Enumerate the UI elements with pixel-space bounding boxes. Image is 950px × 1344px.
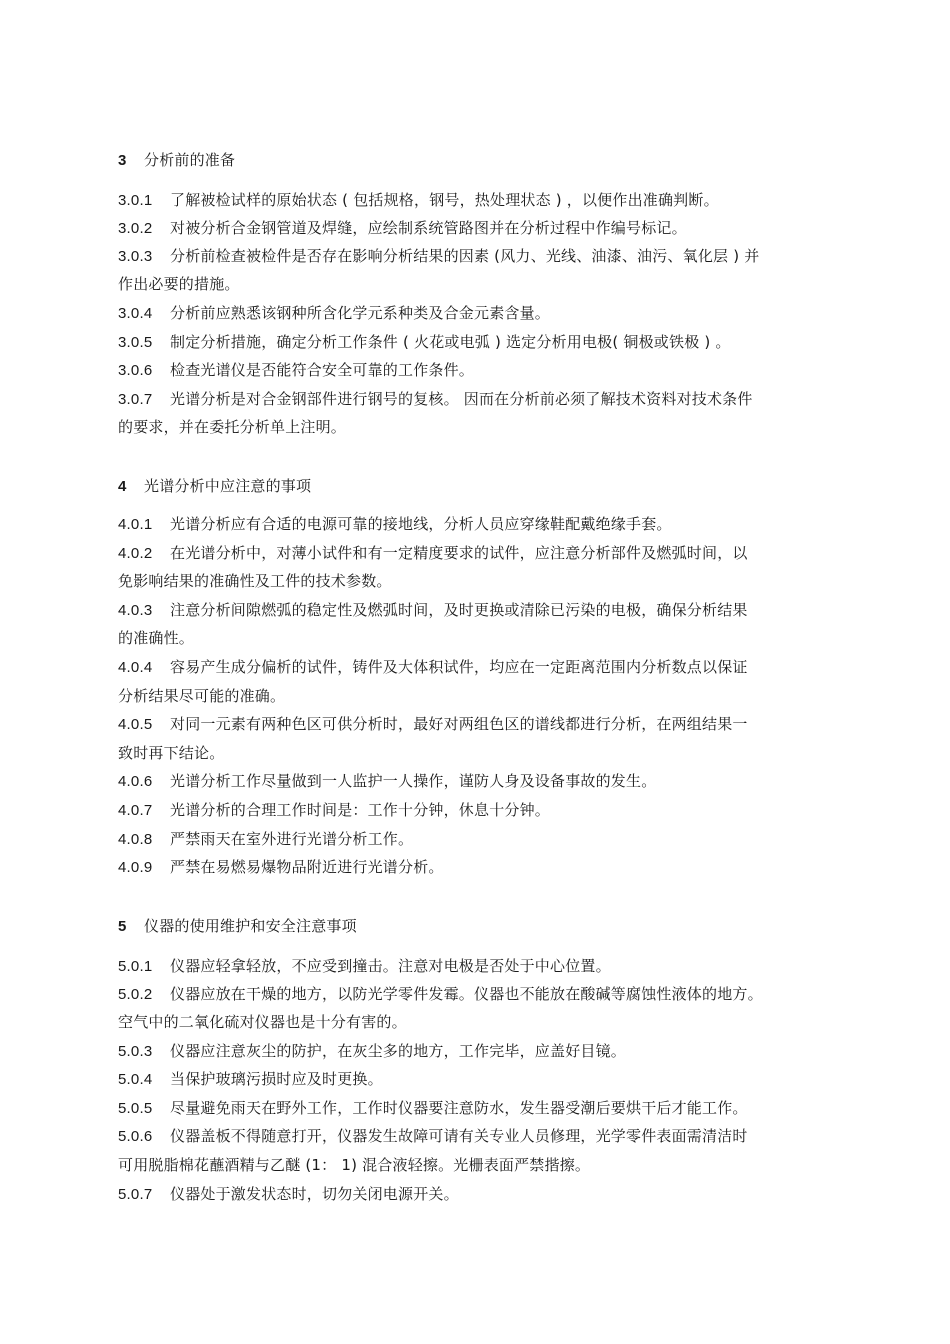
clause-number: 3.0.2 xyxy=(118,220,153,237)
clause-4-0-7 xyxy=(118,800,550,821)
clause-number: 5.0.4 xyxy=(118,1071,153,1088)
clause-3-0-7 xyxy=(118,389,753,410)
clause-text: 了解被检试样的原始状态 ( 包括规格，钢号，热处理状态 ) ，以便作出准确判断。 xyxy=(170,191,719,209)
clause-number: 4.0.6 xyxy=(118,773,153,790)
clause-number: 3.0.1 xyxy=(118,192,153,209)
section-number: 5 xyxy=(118,918,127,935)
clause-text: 制定分析措施，确定分析工作条件 ( 火花或电弧 ) 选定分析用电极( 铜极或铁极 ) 。 xyxy=(170,333,731,351)
section-title: 光谱分析中应注意的事项 xyxy=(144,477,312,495)
clause-text: 严禁在易燃易爆物品附近进行光谱分析。 xyxy=(170,858,444,876)
clause-5-0-1 xyxy=(118,956,611,977)
clause-text: 严禁雨天在室外进行光谱分析工作。 xyxy=(170,830,414,848)
clause-4-0-4 xyxy=(118,657,748,678)
clause-number: 4.0.1 xyxy=(118,516,153,533)
clause-text: 仪器应放在干燥的地方，以防光学零件发霉。仪器也不能放在酸碱等腐蚀性液体的地方。 xyxy=(170,985,763,1003)
clause-text: 光谱分析的合理工作时间是：工作十分钟，休息十分钟。 xyxy=(170,801,551,819)
clause-text: 光谱分析应有合适的电源可靠的接地线，分析人员应穿缘鞋配戴绝缘手套。 xyxy=(170,515,672,533)
clause-text: 容易产生成分偏析的试件，铸件及大体积试件，均应在一定距离范围内分析数点以保证 xyxy=(170,658,748,676)
clause-3-0-3 xyxy=(118,246,759,267)
clause-number: 5.0.2 xyxy=(118,986,153,1003)
clause-number: 4.0.2 xyxy=(118,545,153,562)
clause-number: 3.0.6 xyxy=(118,362,153,379)
clause-4-0-3-cont xyxy=(118,628,194,648)
clause-number: 4.0.4 xyxy=(118,659,153,676)
clause-text: 仪器应轻拿轻放，不应受到撞击。注意对电极是否处于中心位置。 xyxy=(170,957,611,975)
clause-text: 在光谱分析中，对薄小试件和有一定精度要求的试件，应注意分析部件及燃弧时间，以 xyxy=(170,544,748,562)
clause-3-0-1 xyxy=(118,190,719,211)
clause-text-continued: 的要求，并在委托分析单上注明。 xyxy=(118,418,347,436)
section-heading xyxy=(118,916,357,937)
clause-text: 尽量避免雨天在野外工作，工作时仪器要注意防水，发生器受潮后要烘干后才能工作。 xyxy=(170,1099,748,1117)
clause-4-0-2 xyxy=(118,543,748,564)
clause-number: 4.0.3 xyxy=(118,602,153,619)
clause-number: 4.0.9 xyxy=(118,859,153,876)
clause-5-0-4 xyxy=(118,1069,383,1090)
section-title: 分析前的准备 xyxy=(144,151,236,169)
clause-text: 仪器盖板不得随意打开，仪器发生故障可请有关专业人员修理，光学零件表面需清洁时 xyxy=(170,1127,748,1145)
clause-4-0-4-cont xyxy=(118,686,285,706)
clause-text: 光谱分析工作尽量做到一人监护一人操作，谨防人身及设备事故的发生。 xyxy=(170,772,657,790)
clause-5-0-6-cont xyxy=(118,1155,590,1175)
clause-4-0-6 xyxy=(118,771,656,792)
clause-3-0-7-cont xyxy=(118,417,346,437)
clause-4-0-1 xyxy=(118,514,672,535)
clause-text: 仪器应注意灰尘的防护，在灰尘多的地方，工作完毕，应盖好目镜。 xyxy=(170,1042,627,1060)
clause-text: 光谱分析是对合金钢部件进行钢号的复核。 因而在分析前必须了解技术资料对技术条件 xyxy=(170,390,753,408)
clause-5-0-6 xyxy=(118,1126,748,1147)
clause-text-continued: 的准确性。 xyxy=(118,629,195,647)
clause-4-0-5 xyxy=(118,714,748,735)
clause-text: 对被分析合金钢管道及焊缝，应绘制系统管路图并在分析过程中作编号标记。 xyxy=(170,219,687,237)
clause-3-0-4 xyxy=(118,303,550,324)
clause-number: 3.0.4 xyxy=(118,305,153,322)
clause-5-0-3 xyxy=(118,1041,626,1062)
clause-4-0-5-cont xyxy=(118,743,224,763)
clause-4-0-3 xyxy=(118,600,748,621)
clause-number: 3.0.5 xyxy=(118,334,153,351)
clause-5-0-5 xyxy=(118,1098,748,1119)
clause-text-continued: 分析结果尽可能的准确。 xyxy=(118,687,286,705)
section-number: 3 xyxy=(118,152,127,169)
clause-number: 5.0.3 xyxy=(118,1043,153,1060)
clause-3-0-3-cont xyxy=(118,274,240,294)
clause-text-continued: 致时再下结论。 xyxy=(118,744,225,762)
section-number: 4 xyxy=(118,478,127,495)
clause-number: 3.0.7 xyxy=(118,391,153,408)
clause-text-continued: 空气中的二氧化硫对仪器也是十分有害的。 xyxy=(118,1013,407,1031)
clause-number: 4.0.7 xyxy=(118,802,153,819)
clause-text: 分析前检查被检件是否存在影响分析结果的因素 (风力、光线、油漆、油污、氧化层 ) 并 xyxy=(170,247,760,265)
clause-number: 5.0.1 xyxy=(118,958,153,975)
clause-number: 4.0.8 xyxy=(118,831,153,848)
clause-3-0-2 xyxy=(118,218,687,239)
clause-number: 3.0.3 xyxy=(118,248,153,265)
clause-3-0-6 xyxy=(118,360,474,381)
clause-text: 仪器处于激发状态时，切勿关闭电源开关。 xyxy=(170,1185,459,1203)
clause-number: 5.0.7 xyxy=(118,1186,153,1203)
clause-text: 当保护玻璃污损时应及时更换。 xyxy=(170,1070,383,1088)
clause-text-continued: 作出必要的措施。 xyxy=(118,275,240,293)
clause-4-0-9 xyxy=(118,857,444,878)
clause-text: 检查光谱仪是否能符合安全可靠的工作条件。 xyxy=(170,361,475,379)
clause-3-0-5 xyxy=(118,332,731,353)
clause-text: 对同一元素有两种色区可供分析时，最好对两组色区的谱线都进行分析，在两组结果一 xyxy=(170,715,748,733)
clause-number: 4.0.5 xyxy=(118,716,153,733)
clause-number: 5.0.6 xyxy=(118,1128,153,1145)
clause-4-0-2-cont xyxy=(118,571,392,591)
clause-number: 5.0.5 xyxy=(118,1100,153,1117)
clause-text-continued: 免影响结果的准确性及工件的技术参数。 xyxy=(118,572,392,590)
section-heading xyxy=(118,150,235,171)
clause-5-0-2-cont xyxy=(118,1012,407,1032)
section-title: 仪器的使用维护和安全注意事项 xyxy=(144,917,357,935)
clause-text: 注意分析间隙燃弧的稳定性及燃弧时间，及时更换或清除已污染的电极，确保分析结果 xyxy=(170,601,748,619)
clause-5-0-2 xyxy=(118,984,763,1005)
clause-5-0-7 xyxy=(118,1184,459,1205)
clause-4-0-8 xyxy=(118,829,413,850)
section-heading xyxy=(118,476,311,497)
clause-text: 分析前应熟悉该钢种所含化学元系种类及合金元素含量。 xyxy=(170,304,551,322)
clause-text-continued: 可用脱脂棉花蘸酒精与乙醚 (1： 1) 混合液轻擦。光栅表面严禁揩擦。 xyxy=(118,1156,591,1174)
